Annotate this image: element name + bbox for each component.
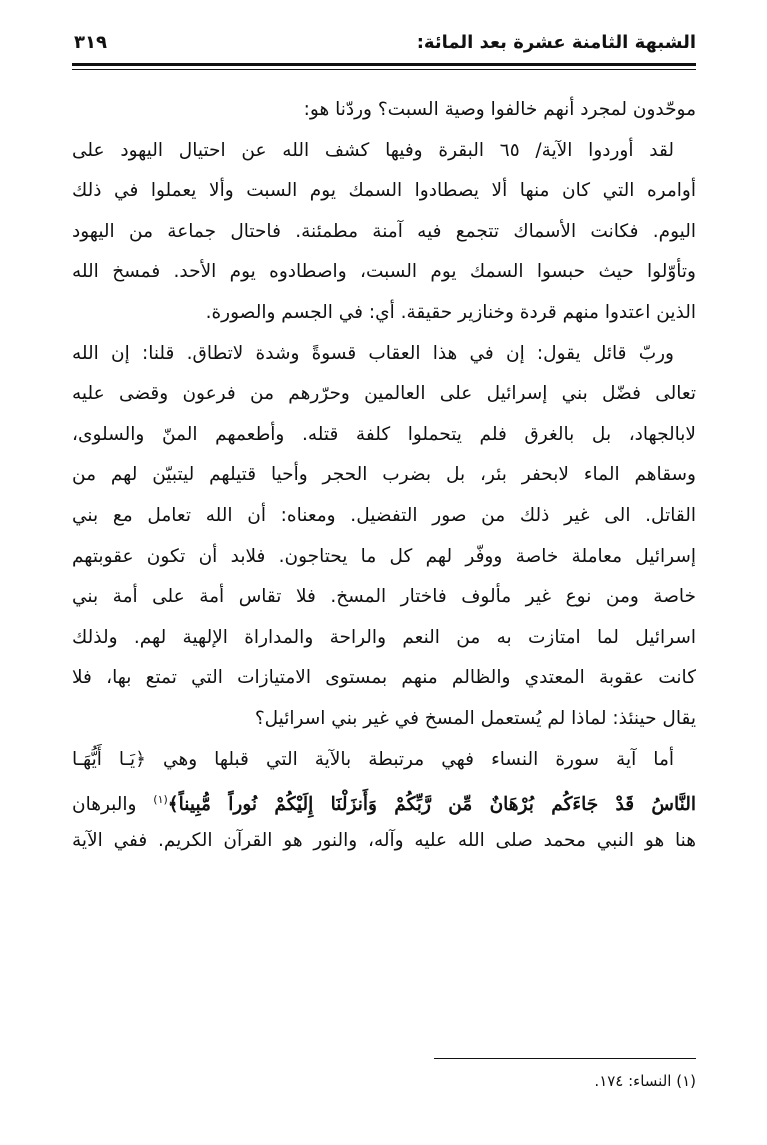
header-rule-thick: [72, 63, 696, 66]
text-line: أوامره التي كان منها ألا يصطادوا السمك يوم السبت وألا يعملوا في ذلك: [72, 180, 696, 202]
running-title: الشبهة الثامنة عشرة بعد المائة:: [416, 32, 696, 53]
text-line: لقد أوردوا الآية/ ٦٥ البقرة وفيها كشف الله عن احتيال اليهود على: [72, 139, 674, 161]
quran-verse-line: [72, 780, 696, 821]
text-line: موحّدون لمجرد أنهم خالفوا وصية السبت؟ وردّنا هو:: [303, 99, 696, 120]
page-header: [72, 28, 696, 64]
text-line: اسرائيل لما امتازت به من النعم والراحة والمداراة الإلهية لهم. ولذلك: [72, 626, 696, 648]
text-line: وسقاهم الماء لابحفر بئر، بل بضرب الحجر وأحيا قتيلهم ليتبيّن لهم من: [72, 464, 696, 486]
page-number: ٣١٩: [74, 32, 107, 53]
footnote-marker: (١): [153, 793, 168, 807]
text-line: القاتل. الى غير ذلك من صور التفضيل. ومعناه: أن الله تعامل مع بني: [72, 504, 696, 526]
text-line: الذين اعتدوا منهم قردة وخنازير حقيقة. أي: في الجسم والصورة.: [205, 301, 696, 323]
text-line: لابالجهاد، بل بالغرق فلم يتحملوا كلفة قتله. وأطعمهم المنّ والسلوى،: [72, 423, 696, 445]
text-line: وتأوّلوا حيث حبسوا السمك يوم السبت، واصطادوه يوم الأحد. فمسخ الله: [72, 261, 696, 283]
book-page: [72, 28, 696, 1118]
verse-continuation: والبرهان: [72, 794, 154, 816]
footnote: (١) النساء: ١٧٤.: [594, 1072, 696, 1090]
text-line: أما آية سورة النساء فهي مرتبطة بالآية التي قبلها وهي ﴿يَـا أَيُّهَـا: [72, 748, 674, 770]
text-line: اليوم. فكانت الأسماك تتجمع فيه آمنة مطمئنة. فاحتال جماعة من اليهود: [72, 220, 696, 242]
text-line: إسرائيل معاملة خاصة ووفّر لهم كل ما يحتاجون. فلابد أن تكون عقوبتهم: [72, 545, 696, 567]
text-line: يقال حينئذ: لماذا لم يُستعمل المسخ في غير بني اسرائيل؟: [254, 707, 696, 729]
footnote-separator: [434, 1058, 696, 1059]
body-text: [72, 90, 696, 861]
text-line: وربّ قائل يقول: إن في هذا العقاب قسوةً وشدة لاتطاق. قلنا: إن الله: [72, 342, 674, 364]
header-rule-thin: [72, 69, 696, 70]
text-line: كانت عقوبة المعتدي والظالم منهم بمستوى الامتيازات التي تمتع بها، فلا: [72, 667, 696, 689]
text-line: هنا هو النبي محمد صلى الله عليه وآله، والنور هو القرآن الكريم. ففي الآية: [72, 829, 696, 851]
text-line: تعالى فضّل بني إسرائيل على العالمين وحرّرهم من فرعون وقضى عليه: [72, 383, 696, 405]
quran-verse: النَّاسُ قَدْ جَاءَكُم بُرْهَانٌ مِّن رَّبِّكُمْ وَأَنزَلْنَا إِلَيْكُمْ نُوراً مُّبِيناً﴾: [167, 794, 696, 816]
text-line: خاصة ومن نوع غير مألوف فاختار المسخ. فلا تقاس أمة على أمة بني: [72, 586, 696, 608]
